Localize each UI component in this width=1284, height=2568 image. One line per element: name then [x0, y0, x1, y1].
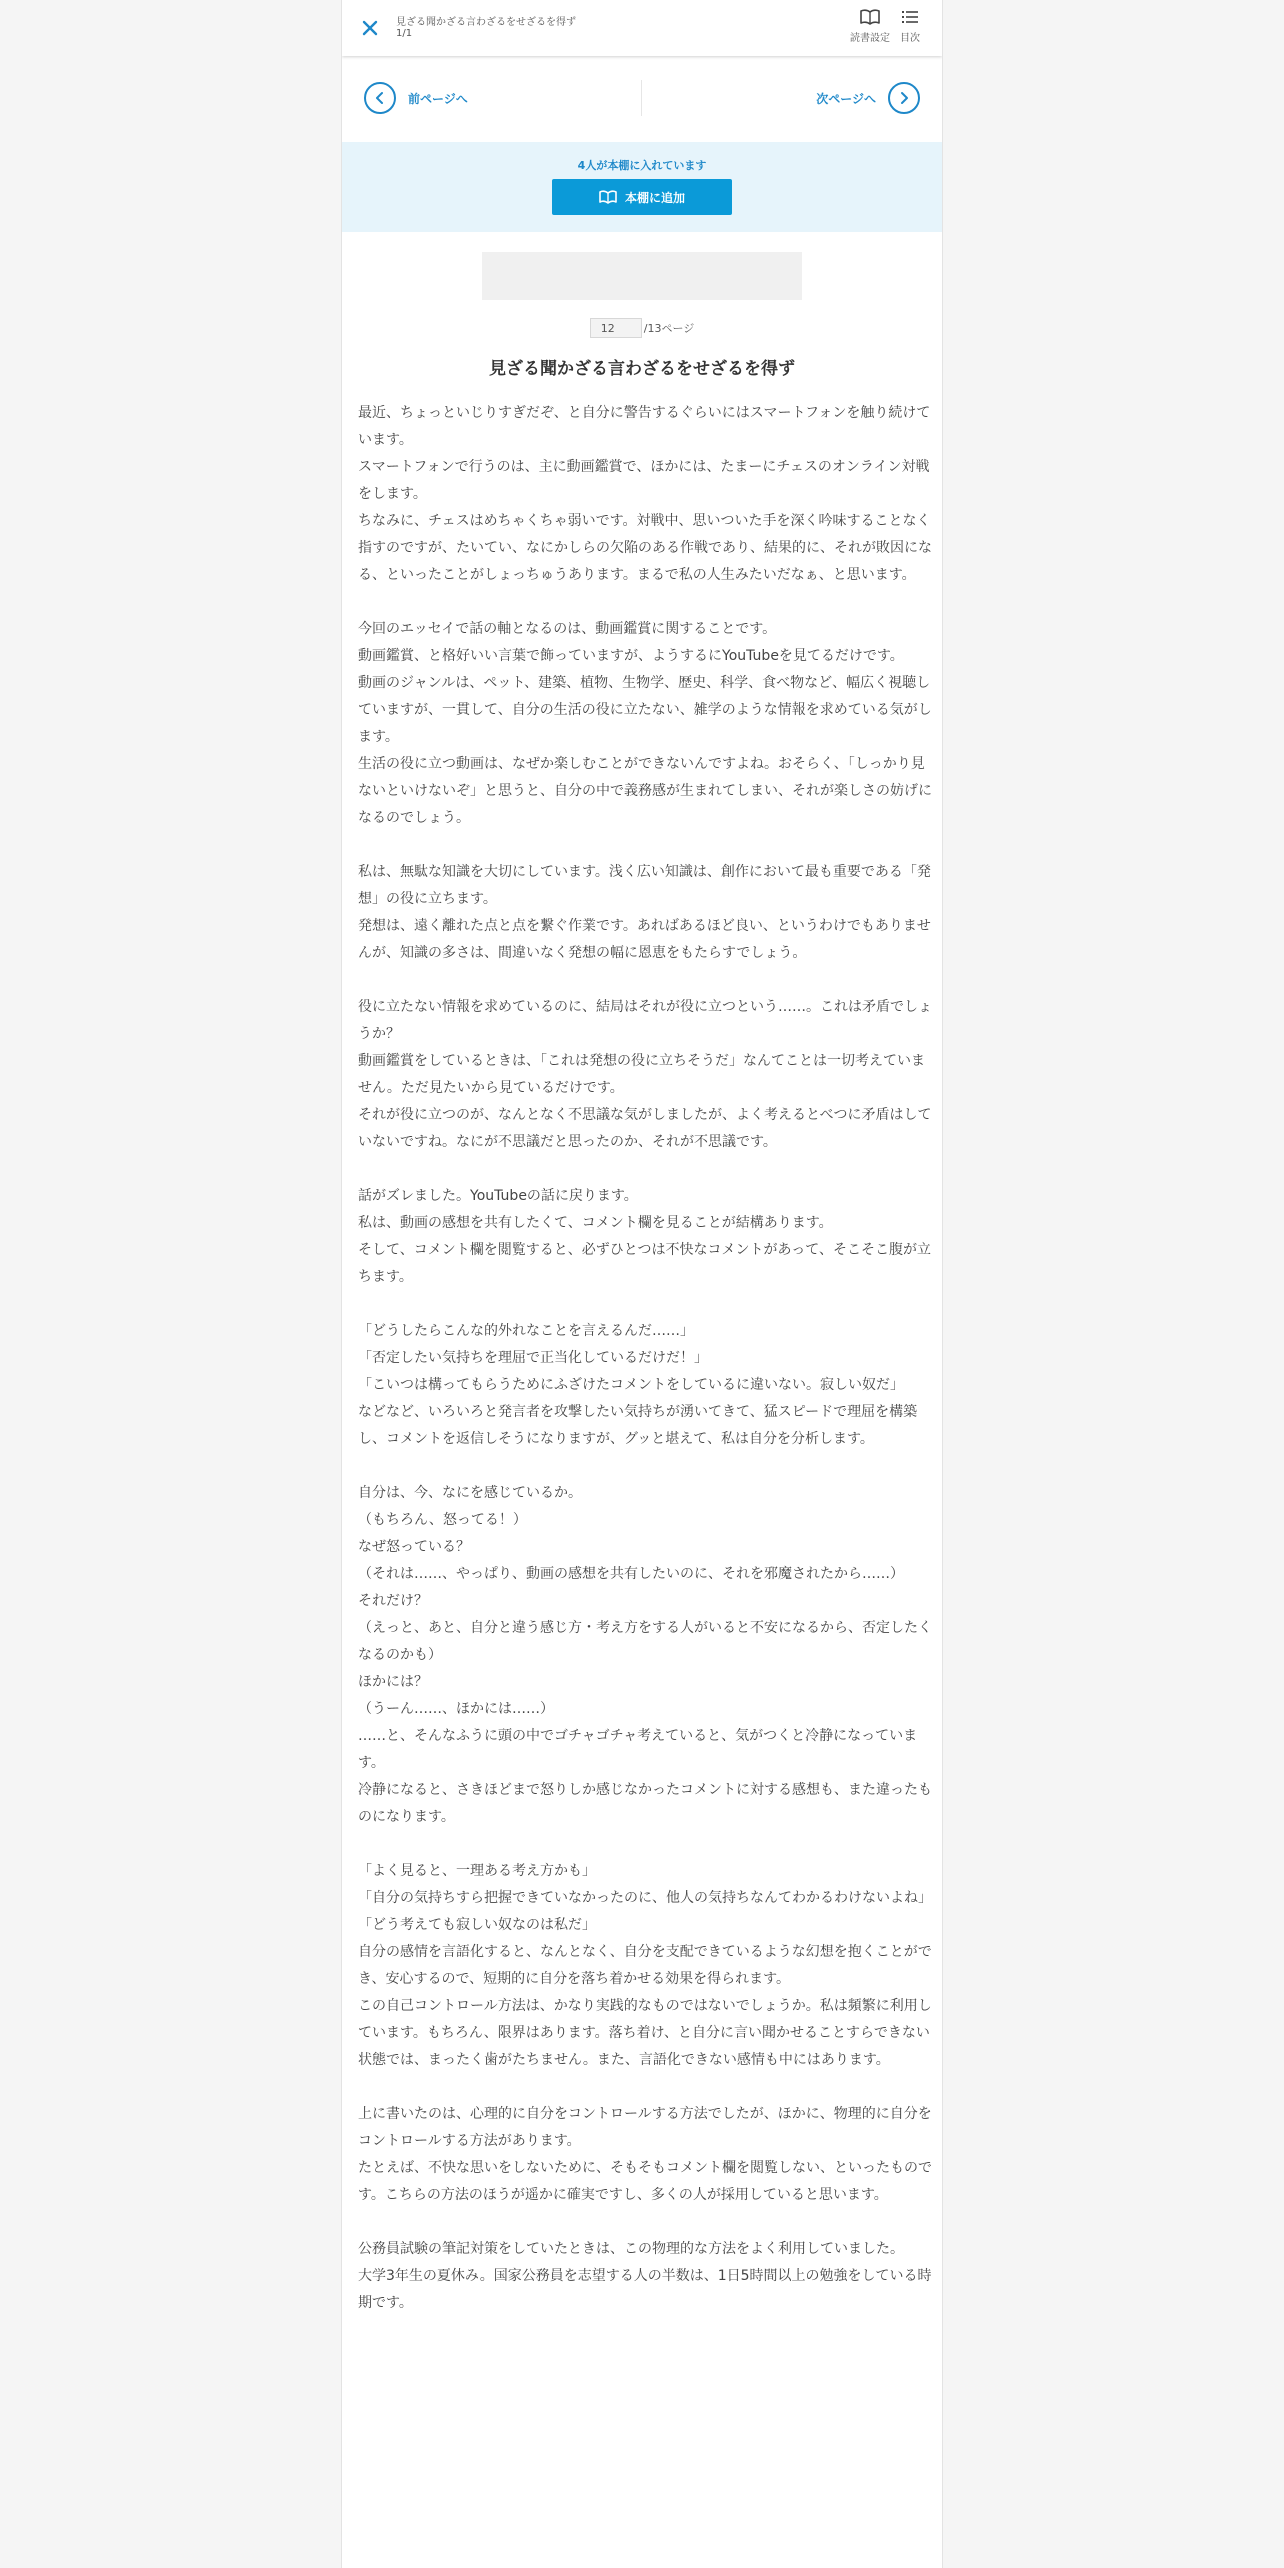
article-paragraph: 「よく見ると、一理ある考え方かも」: [358, 1863, 596, 1879]
article-paragraph: 自分は、今、なにを感じているか。: [358, 1485, 582, 1501]
ad-placeholder: [482, 252, 802, 300]
article-paragraph: [358, 2074, 932, 2101]
article-paragraph: 私は、動画の感想を共有したくて、コメント欄を見ることが結構あります。: [358, 1215, 833, 1231]
bookshelf-count: 4人が本棚に入れています: [577, 159, 707, 172]
article-paragraph: 「自分の気持ちすら把握できていなかったのに、他人の気持ちなんてわかるわけないよね」: [358, 1890, 932, 1906]
article-paragraph: （うーん……、ほかには……）: [358, 1701, 554, 1717]
article-paragraph: [358, 589, 932, 616]
article-paragraph: 動画鑑賞をしているときは、「これは発想の役に立ちそうだ」なんてことは一切考えていません。ただ見たいから見ているだけです。: [358, 1053, 925, 1096]
article-paragraph: [358, 1831, 932, 1858]
article-paragraph: そして、コメント欄を閲覧すると、必ずひとつは不快なコメントがあって、そこそこ腹が立ちます。: [358, 1242, 932, 1285]
article-paragraph: 「どうしたらこんな的外れなことを言えるんだ……」: [358, 1323, 694, 1339]
article-paragraph: [358, 1156, 932, 1183]
add-to-bookshelf-button[interactable]: [552, 179, 732, 215]
article-paragraph: 「否定したい気持ちを理屈で正当化しているだけだ！」: [358, 1350, 708, 1366]
article-paragraph: 大学3年生の夏休み。国家公務員を志望する人の半数は、1日5時間以上の勉強をしている時期です。: [358, 2268, 932, 2311]
article-paragraph: なぜ怒っている？: [358, 1539, 470, 1555]
page-number-nav: [342, 318, 942, 338]
toc-button[interactable]: [900, 8, 920, 44]
prev-page-label: 前ページへ: [408, 91, 468, 106]
article-paragraph: それが役に立つのが、なんとなく不思議な気がしましたが、よく考えるとべつに矛盾はしていないですね。なにが不思議だと思ったのか、それが不思議です。: [358, 1107, 932, 1150]
article-paragraph: 生活の役に立つ動画は、なぜか楽しむことができないんですよね。おそらく、「しっかり見ないといけないぞ」と思うと、自分の中で義務感が生まれてしまい、それが楽しさの妨げになるのでしょう。: [358, 756, 932, 826]
page-pager: [342, 70, 942, 126]
article-paragraph: （えっと、あと、自分と違う感じ方・考え方をする人がいると不安になるから、否定したくなるのかも）: [358, 1620, 932, 1663]
reader-panel: [341, 0, 943, 2568]
close-button[interactable]: [356, 14, 384, 42]
article-paragraph: 今回のエッセイで話の軸となるのは、動画鑑賞に関することです。: [358, 621, 777, 637]
article-paragraph: [358, 2209, 932, 2236]
book-open-icon: [599, 190, 617, 204]
article-paragraph: [358, 1453, 932, 1480]
article-paragraph: 発想は、遠く離れた点と点を繋ぐ作業です。あればあるほど良い、というわけでもありませんが、知識の多さは、間違いなく発想の幅に恩恵をもたらすでしょう。: [358, 918, 931, 961]
article-paragraph: スマートフォンで行うのは、主に動画鑑賞で、ほかには、たまーにチェスのオンライン対戦をします。: [358, 459, 930, 502]
article-paragraph: [358, 832, 932, 859]
next-page-button[interactable]: [816, 78, 920, 118]
article-paragraph: たとえば、不快な思いをしないために、そもそもコメント欄を閲覧しない、といったものです。こちらの方法のほうが遥かに確実ですし、多くの人が採用していると思います。: [358, 2160, 932, 2203]
list-icon: [901, 8, 919, 26]
article-paragraph: この自己コントロール方法は、かなり実践的なものではないでしょうか。私は頻繁に利用しています。もちろん、限界はあります。落ち着け、と自分に言い聞かせることすらできない状態では、まったく歯がたちません。また、言語化できない感情も中にはあります。: [358, 1998, 932, 2068]
article-paragraph: 上に書いたのは、心理的に自分をコントロールする方法でしたが、ほかに、物理的に自分をコントロールする方法があります。: [358, 2106, 932, 2149]
toc-label: 目次: [900, 33, 920, 44]
article-paragraph: [358, 967, 932, 994]
article-paragraph: ……と、そんなふうに頭の中でゴチャゴチャ考えていると、気がつくと冷静になっています。: [358, 1728, 918, 1771]
pager-divider: [641, 80, 642, 116]
article-paragraph: 最近、ちょっといじりすぎだぞ、と自分に警告するぐらいにはスマートフォンを触り続けています。: [358, 405, 931, 448]
article-paragraph: ほかには？: [358, 1674, 428, 1690]
chevron-right-icon: [888, 82, 920, 114]
article-paragraph: 役に立たない情報を求めているのに、結局はそれが役に立つという……。これは矛盾でしょうか？: [358, 999, 932, 1042]
chevron-left-icon: [364, 82, 396, 114]
article-paragraph: それだけ？: [358, 1593, 428, 1609]
close-icon: [356, 14, 384, 42]
article-paragraph: 冷静になると、さきほどまで怒りしか感じなかったコメントに対する感想も、また違ったものになります。: [358, 1782, 932, 1825]
next-page-label: 次ページへ: [816, 91, 876, 106]
article-title: 見ざる聞かざる言わざるをせざるを得ず: [489, 359, 795, 379]
page-total: /13ページ: [643, 322, 695, 335]
article-paragraph: 動画鑑賞、と格好いい言葉で飾っていますが、ようするにYouTubeを見てるだけです。: [358, 648, 904, 664]
header-title: 見ざる聞かざる言わざるをせざるを得ず: [396, 17, 576, 28]
article-paragraph: 「こいつは構ってもらうためにふざけたコメントをしているに違いない。寂しい奴だ」: [358, 1377, 904, 1393]
add-to-bookshelf-label: 本棚に追加: [624, 190, 685, 205]
article-paragraph: 動画のジャンルは、ペット、建築、植物、生物学、歴史、科学、食べ物など、幅広く視聴していますが、一貫して、自分の生活の役に立たない、雑学のような情報を求めている気がします。: [358, 675, 932, 745]
reader-header: [342, 0, 942, 56]
article-paragraph: ちなみに、チェスはめちゃくちゃ弱いです。対戦中、思いついた手を深く吟味することなく指すのですが、たいてい、なにかしらの欠陥のある作戦であり、結果的に、それが敗因になる、といったことがしょっちゅうあります。まるで私の人生みたいだなぁ、と思います。: [358, 513, 932, 583]
article-paragraph: 私は、無駄な知識を大切にしています。浅く広い知識は、創作において最も重要である「発想」の役に立ちます。: [358, 864, 931, 907]
bookshelf-section: [342, 142, 942, 232]
article-paragraph: 公務員試験の筆記対策をしていたときは、この物理的な方法をよく利用していました。: [358, 2241, 904, 2257]
article-paragraph: （それは……、やっぱり、動画の感想を共有したいのに、それを邪魔されたから……）: [358, 1566, 904, 1582]
reading-settings-label: 読書設定: [850, 33, 890, 44]
article-paragraph: [358, 1291, 932, 1318]
article-paragraph: （もちろん、怒ってる！）: [358, 1512, 527, 1528]
article-paragraph: 自分の感情を言語化すると、なんとなく、自分を支配できているような幻想を抱くことができ、安心するので、短期的に自分を落ち着かせる効果を得られます。: [358, 1944, 932, 1987]
article-paragraph: 「どう考えても寂しい奴なのは私だ」: [358, 1917, 596, 1933]
page-number-input[interactable]: 12: [590, 318, 642, 338]
article-body: [358, 400, 932, 2317]
reading-settings-button[interactable]: [850, 8, 890, 44]
article-paragraph: 話がズレました。YouTubeの話に戻ります。: [358, 1188, 638, 1204]
article-paragraph: などなど、いろいろと発言者を攻撃したい気持ちが湧いてきて、猛スピードで理屈を構築し、コメントを返信しそうになりますが、グッと堪えて、私は自分を分析します。: [358, 1404, 918, 1447]
prev-page-button[interactable]: [364, 78, 468, 118]
header-page-indicator: 1/1: [396, 28, 413, 39]
book-open-icon: [859, 8, 881, 26]
